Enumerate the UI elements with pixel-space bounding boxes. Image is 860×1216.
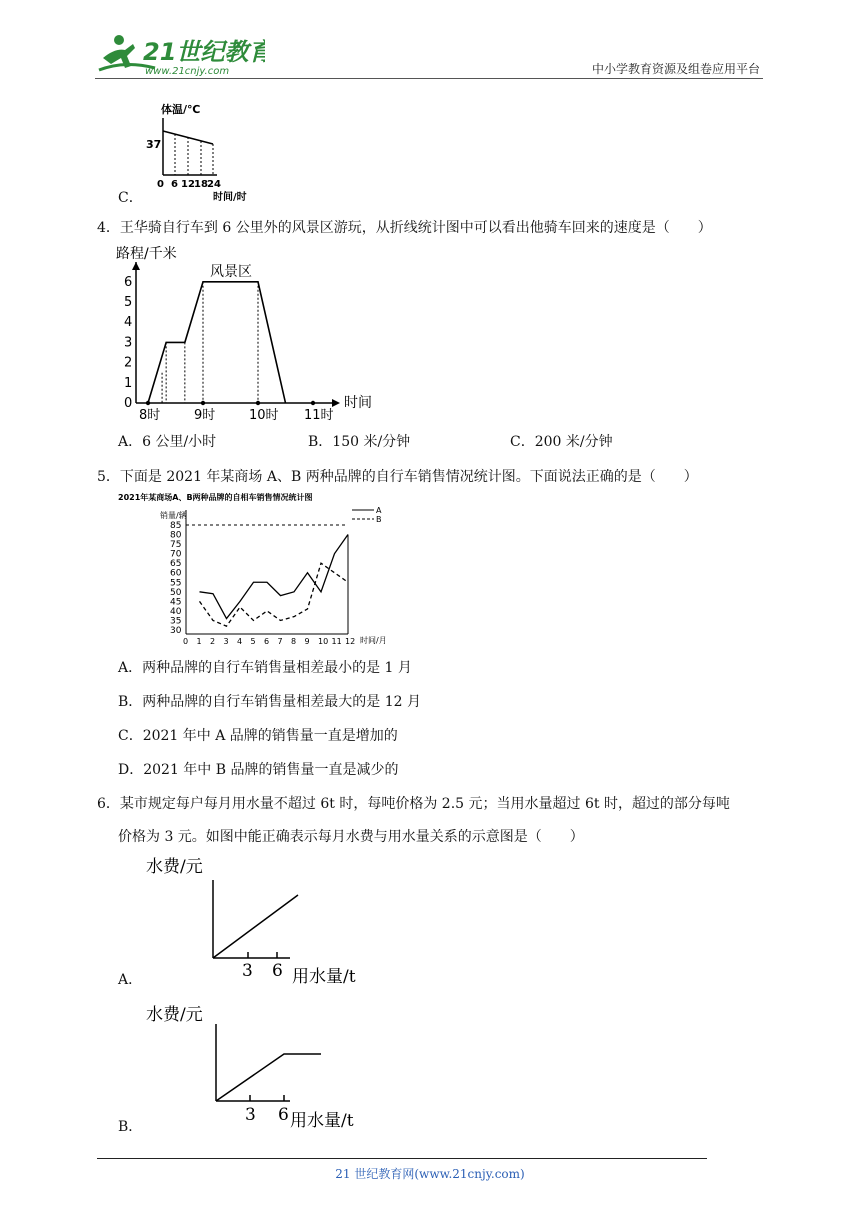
y-tick-label: 3 [124, 335, 133, 351]
x-tick-label: 18 [194, 179, 208, 190]
y-tick-label: 55 [170, 578, 182, 589]
q6-option-a-label: A． [118, 972, 143, 988]
x-axis-label: 时间/时 [213, 192, 247, 203]
q6-option-b-label: B． [118, 1119, 143, 1135]
series-b-line [200, 563, 349, 626]
y-tick-label: 40 [170, 606, 182, 617]
x-tick-label: 0 [183, 637, 189, 646]
q5-sales-chart [112, 490, 422, 652]
q4-option-a: A．6 公里/小时 [118, 434, 217, 450]
y-tick-label: 50 [170, 587, 182, 598]
x-axis-label: 时间 [344, 395, 372, 411]
q6-chart-a [140, 850, 380, 990]
x-tick-label: 1 [196, 637, 202, 646]
x-tick-label: 12 [345, 637, 356, 646]
q6-stem-line1: 6．某市规定每户每月用水量不超过 6t 时，每吨价格为 2.5 元；当用水量超过 6t 时，超过的部分每吨 [97, 796, 730, 812]
y-tick-label: 1 [124, 375, 133, 391]
y-tick-label: 35 [170, 616, 182, 627]
y-tick-label: 4 [124, 315, 133, 331]
q4-option-b: B．150 米/分钟 [308, 434, 411, 450]
chart-title: 2021年某商场A、B两种品牌的自相车销售情况统计图 [118, 493, 313, 502]
y-tick-label: 2 [124, 355, 133, 371]
x-tick-label: 3 [245, 1105, 256, 1125]
q5-option-b: B．两种品牌的自行车销售量相差最大的是 12 月 [118, 694, 422, 710]
y-tick-label: 30 [170, 626, 182, 636]
x-tick-label: 6 [272, 961, 283, 981]
x-tick-label: 8时 [139, 408, 161, 423]
site-logo [95, 30, 265, 78]
x-tick-label: 11 [331, 637, 342, 646]
y-axis-label: 水费/元 [146, 1005, 203, 1025]
x-tick-label: 9 [304, 637, 310, 646]
annotation-scenic-area: 风景区 [210, 264, 252, 280]
q5-option-c: C．2021 年中 A 品牌的销售量一直是增加的 [118, 728, 398, 744]
footer-text[interactable]: 21 世纪教育网(www.21cnjy.com) [335, 1167, 525, 1181]
logo-runner-icon [95, 30, 265, 78]
x-tick-dot [256, 401, 260, 405]
fee-line [216, 1054, 321, 1101]
x-axis-label: 时间/月 [360, 636, 387, 645]
q4-stem: 4．王华骑自行车到 6 公里外的风景区游玩，从折线统计图中可以看出他骑车回来的速度是（ ） [97, 220, 712, 236]
x-tick-label: 11时 [304, 408, 334, 423]
q3c-temperature-chart [135, 100, 275, 206]
y-axis-arrow [132, 262, 140, 270]
x-axis-label: 用水量/t [292, 967, 356, 987]
x-tick-dot [311, 401, 315, 405]
y-tick-label: 65 [170, 559, 182, 570]
y-tick-label: 45 [170, 597, 182, 608]
y-axis-label: 体温/℃ [161, 103, 201, 116]
y-tick-label: 60 [170, 568, 182, 579]
x-axis-label: 用水量/t [290, 1111, 354, 1131]
q5-stem: 5．下面是 2021 年某商场 A、B 两种品牌的自行车销售情况统计图。下面说法正确的是（ ） [97, 469, 698, 485]
x-tick-label: 3 [242, 961, 253, 981]
header-platform-name: 中小学教育资源及组卷应用平台 [591, 62, 760, 76]
fee-line [213, 895, 298, 958]
x-tick-dot [146, 401, 150, 405]
x-tick-label: 4 [237, 637, 243, 646]
y-tick-label: 70 [170, 549, 182, 560]
q3-option-c-label: C． [118, 190, 143, 206]
logo-text: 21世纪教育 [143, 38, 265, 66]
footer-divider [97, 1158, 707, 1159]
q6-chart-b [140, 996, 380, 1136]
series-a-line [200, 535, 349, 619]
y-tick-label: 6 [124, 274, 133, 290]
x-axis-arrow [332, 399, 340, 407]
x-tick-dot [201, 401, 205, 405]
x-tick-label: 10 [318, 637, 329, 646]
x-tick-label: 6 [278, 1105, 289, 1125]
x-tick-label: 2 [210, 637, 216, 646]
x-tick-label: 5 [250, 637, 256, 646]
x-tick-label: 12 [181, 179, 195, 190]
x-tick-label: 6 [171, 179, 178, 190]
q5-option-a: A．两种品牌的自行车销售量相差最小的是 1 月 [118, 660, 412, 676]
q6-stem-line2: 价格为 3 元。如图中能正确表示每月水费与用水量关系的示意图是（ ） [118, 829, 584, 845]
x-tick-label: 24 [207, 179, 221, 190]
y-tick-label: 80 [170, 530, 182, 541]
x-tick-label: 0 [157, 179, 164, 190]
y-axis-label: 水费/元 [146, 857, 203, 877]
x-tick-label: 8 [291, 637, 297, 646]
logo-url: www.21cnjy.com [145, 66, 230, 77]
legend-b-label: B [376, 515, 382, 524]
q5-option-d: D．2021 年中 B 品牌的销售量一直是减少的 [118, 762, 399, 778]
q4-option-c: C．200 米/分钟 [510, 434, 613, 450]
y-axis-label: 销量/辆 [160, 511, 187, 520]
y-tick-label: 37 [146, 138, 162, 151]
y-tick-label: 75 [170, 540, 182, 551]
q4-distance-chart [110, 242, 390, 424]
y-axis-label: 路程/千米 [116, 246, 177, 262]
y-tick-label: 5 [124, 295, 133, 310]
header-divider [95, 78, 763, 79]
distance-line [148, 282, 286, 403]
y-tick-label: 85 [170, 521, 182, 531]
x-tick-label: 6 [264, 637, 270, 646]
x-tick-label: 10时 [249, 408, 279, 423]
x-tick-label: 7 [277, 637, 283, 646]
x-tick-label: 9时 [194, 408, 216, 423]
x-tick-label: 3 [223, 637, 229, 646]
y-tick-label: 0 [124, 396, 133, 411]
legend-a-label: A [376, 506, 382, 515]
